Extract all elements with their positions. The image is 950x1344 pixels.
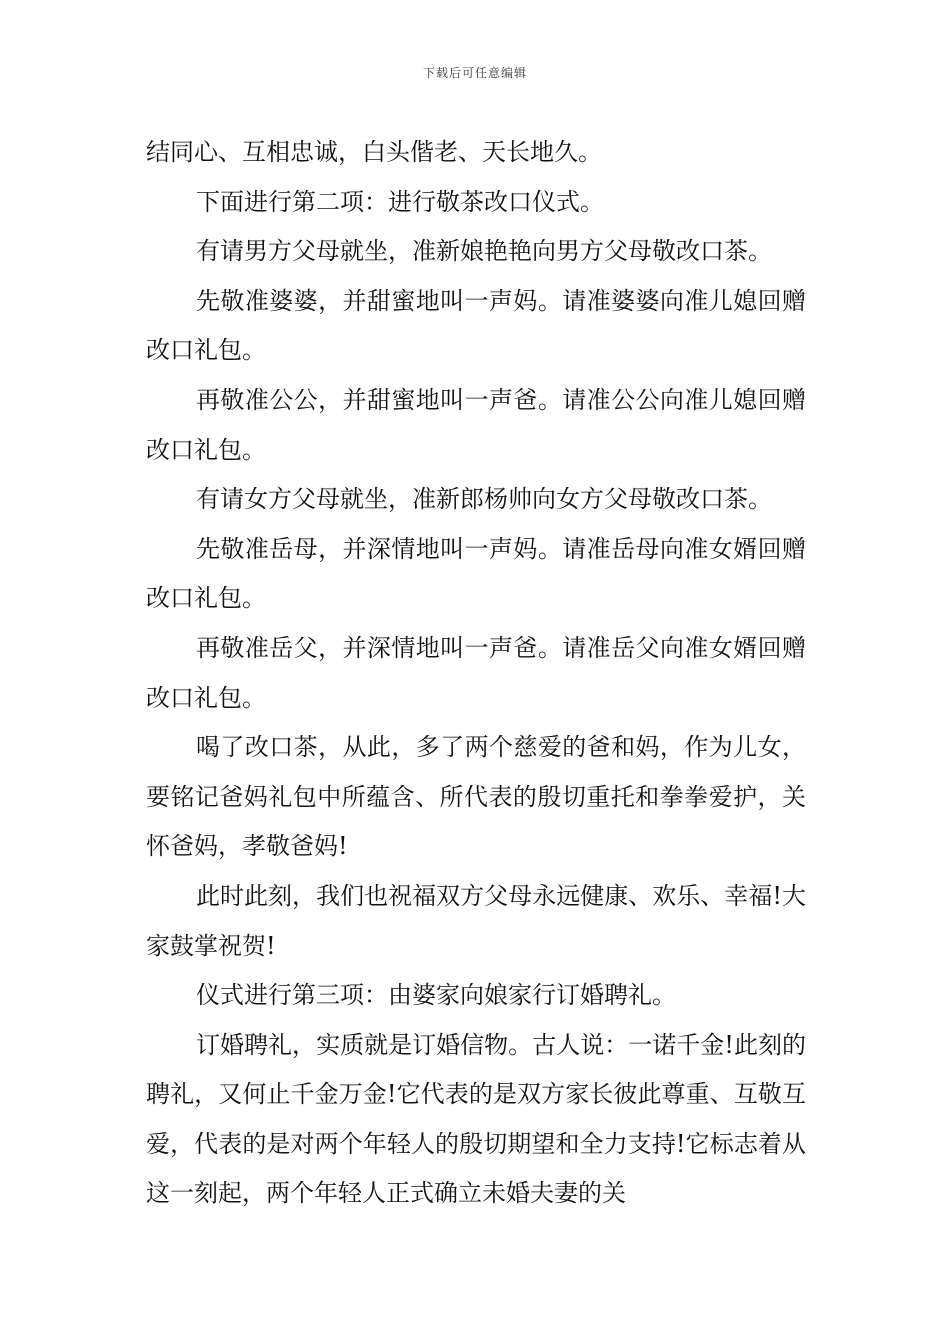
document-body (146, 128, 806, 1219)
paragraph: 此时此刻，我们也祝福双方父母永远健康、欢乐、幸福!大家鼓掌祝贺! (146, 881, 806, 960)
paragraph: 再敬准公公，并甜蜜地叫一声爸。请准公公向准儿媳回赠改口礼包。 (146, 385, 806, 464)
paragraph: 喝了改口茶，从此，多了两个慈爱的爸和妈，作为儿女，要铭记爸妈礼包中所蕴含、所代表的殷切重托和拳拳爱护，关怀爸妈，孝敬爸妈! (146, 733, 806, 861)
paragraph: 先敬准岳母，并深情地叫一声妈。请准岳母向准女婿回赠改口礼包。 (146, 534, 806, 613)
paragraph: 有请男方父母就坐，准新娘艳艳向男方父母敬改口茶。 (196, 237, 772, 266)
paragraph: 结同心、互相忠诚，白头偕老、天长地久。 (146, 138, 602, 166)
paragraph: 有请女方父母就坐，准新郎杨帅向女方父母敬改口茶。 (196, 485, 772, 514)
paragraph: 下面进行第二项：进行敬茶改口仪式。 (196, 187, 604, 216)
paragraph: 再敬准岳父，并深情地叫一声爸。请准岳父向准女婿回赠改口礼包。 (146, 633, 806, 712)
paragraph: 先敬准婆婆，并甜蜜地叫一声妈。请准婆婆向准儿媳回赠改口礼包。 (146, 286, 806, 365)
paragraph: 仪式进行第三项：由婆家向娘家行订婚聘礼。 (196, 981, 676, 1010)
paragraph: 订婚聘礼，实质就是订婚信物。古人说：一诺千金!此刻的聘礼，又何止千金万金!它代表的是双方家长彼此尊重、互敬互爱，代表的是对两个年轻人的殷切期望和全力支持!它标志着从这一刻起，两个年轻人正式确立未婚夫妻的关 (146, 1030, 806, 1208)
page-header: 下载后可任意编辑 (422, 66, 527, 80)
